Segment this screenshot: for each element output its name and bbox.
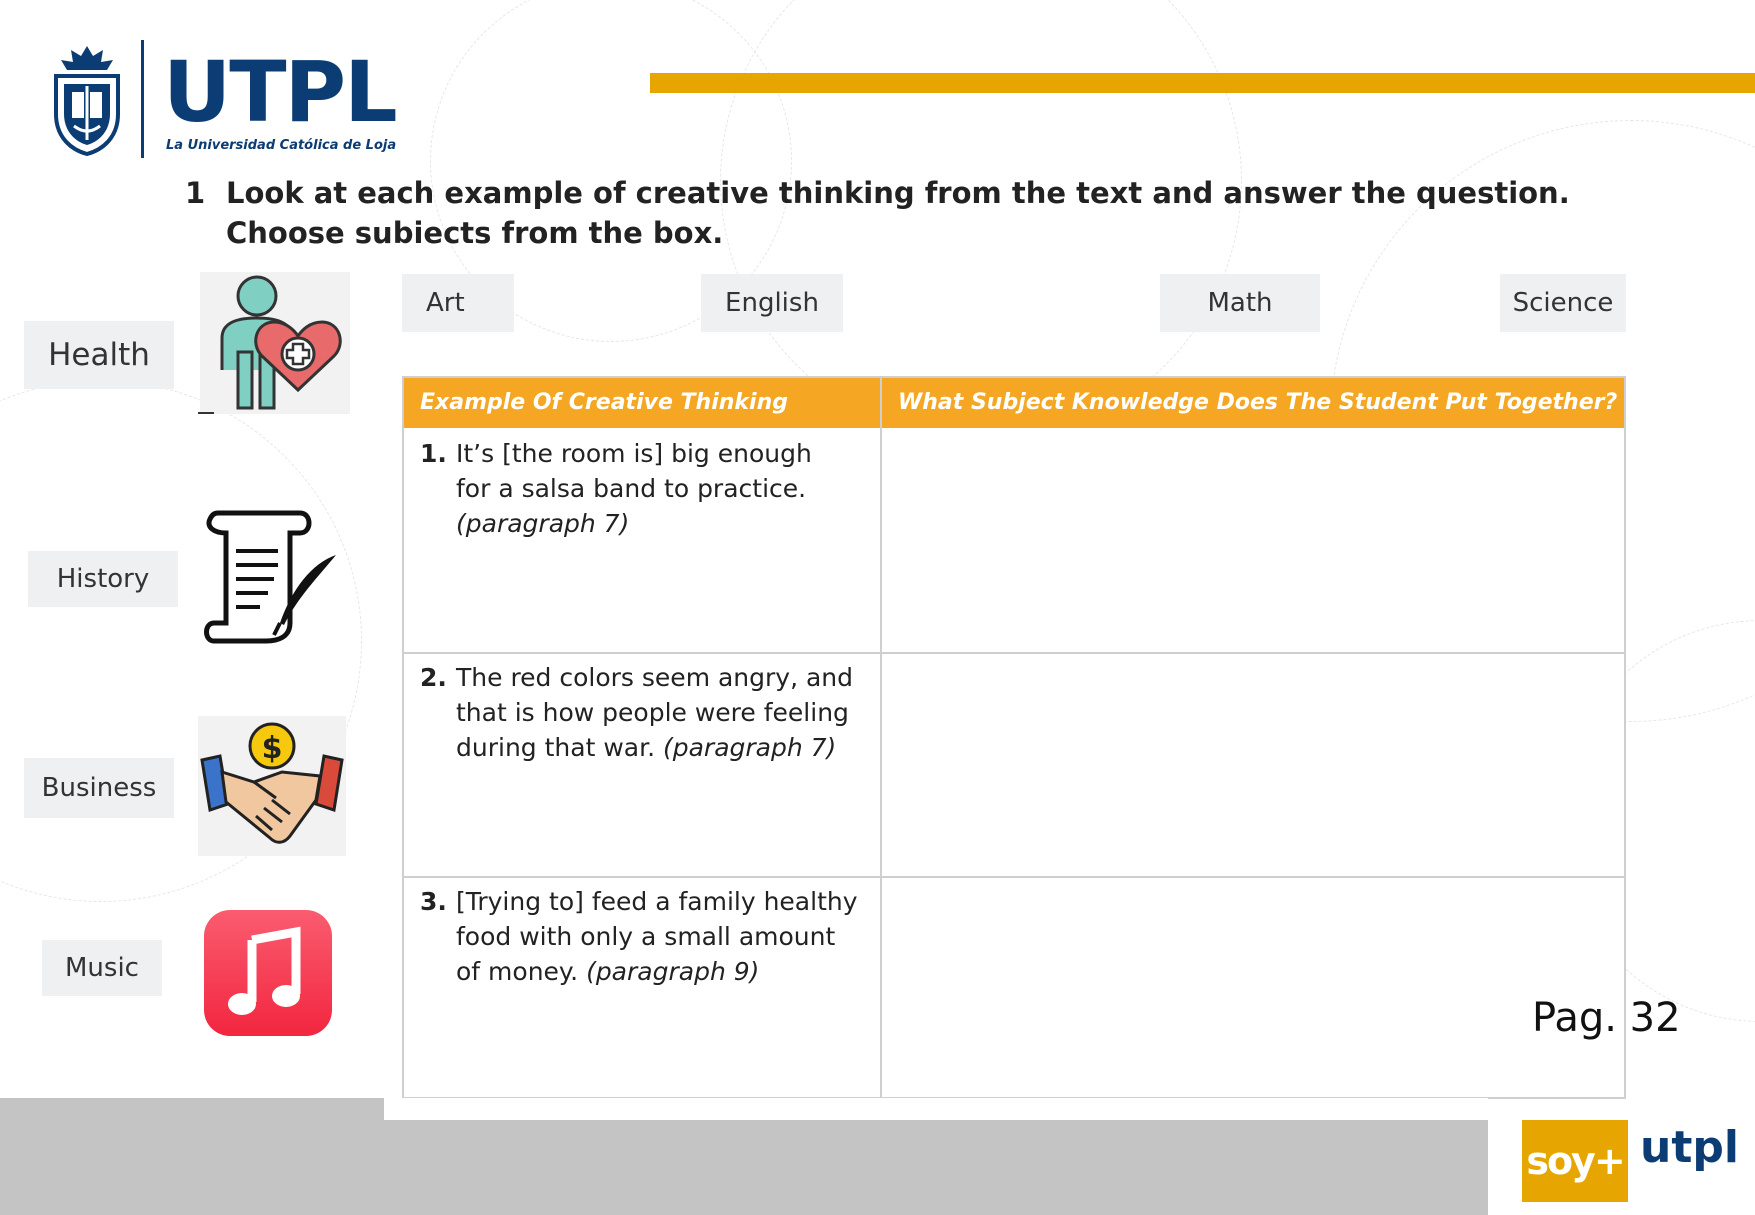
- table-row: [420, 436, 870, 541]
- row-text-line: The red colors seem angry, and: [456, 663, 854, 692]
- row-number: 3.: [420, 887, 447, 916]
- soy-plus-logo: soy+: [1522, 1120, 1628, 1202]
- row-text-line: It’s [the room is] big enough: [456, 439, 812, 468]
- crest-icon: [48, 42, 126, 157]
- table-header-example: Example Of Creative Thinking: [420, 390, 788, 415]
- row-text-line: [Trying to] feed a family healthy: [456, 887, 858, 916]
- row-text-line: of money.: [456, 957, 579, 986]
- row-paragraph-ref: (paragraph 9): [586, 957, 760, 986]
- row-text-line: during that war.: [456, 733, 656, 762]
- subject-box-art: Art: [402, 274, 514, 332]
- row-text-line: food with only a small amount: [456, 922, 836, 951]
- table-column-divider: [880, 378, 882, 1097]
- instruction-line-2: Choose subiects from the box.: [226, 216, 724, 250]
- business-icon-tile: [198, 716, 346, 856]
- health-icon-tile: [200, 272, 350, 414]
- music-note-icon: [204, 910, 332, 1036]
- subject-box-english: English: [701, 274, 843, 332]
- page-number: Pag. 32: [1532, 995, 1681, 1041]
- table-header-subject-knowledge: What Subject Knowledge Does The Student Put Together?: [898, 390, 1618, 415]
- row-paragraph-ref: (paragraph 7): [662, 733, 837, 762]
- question-number: 1: [185, 176, 206, 210]
- row-paragraph-ref: (paragraph 7): [456, 509, 630, 538]
- subject-box-science: Science: [1500, 274, 1626, 332]
- subject-box-math: Math: [1160, 274, 1320, 332]
- logo-wordmark: UTPL: [163, 43, 396, 141]
- subject-label-history: History: [28, 551, 178, 607]
- footer-utpl-logo: utpl: [1640, 1122, 1739, 1173]
- subject-label-business: Business: [24, 758, 174, 818]
- svg-text:$: $: [261, 731, 283, 766]
- creative-thinking-table: [402, 376, 1626, 1099]
- logo-subtitle: La Universidad Católica de Loja: [166, 138, 397, 153]
- instruction-line-1: Look at each example of creative thinking from the text and answer the question.: [226, 176, 1570, 210]
- gold-header-bar: [650, 73, 1755, 93]
- table-row-divider: [404, 876, 1624, 878]
- row-text-line: that is how people were feeling: [456, 698, 849, 727]
- row-number: 1.: [420, 439, 447, 468]
- scroll-quill-icon: [200, 505, 342, 645]
- subject-label-health: Health: [24, 321, 174, 389]
- logo-divider: [141, 40, 144, 158]
- handshake-dollar-icon: [198, 716, 346, 856]
- subject-label-music: Music: [42, 940, 162, 996]
- health-person-heart-icon: [200, 272, 350, 414]
- row-number: 2.: [420, 663, 447, 692]
- table-row: [420, 660, 870, 765]
- table-row: [420, 884, 870, 989]
- row-text-line: for a salsa band to practice.: [456, 474, 807, 503]
